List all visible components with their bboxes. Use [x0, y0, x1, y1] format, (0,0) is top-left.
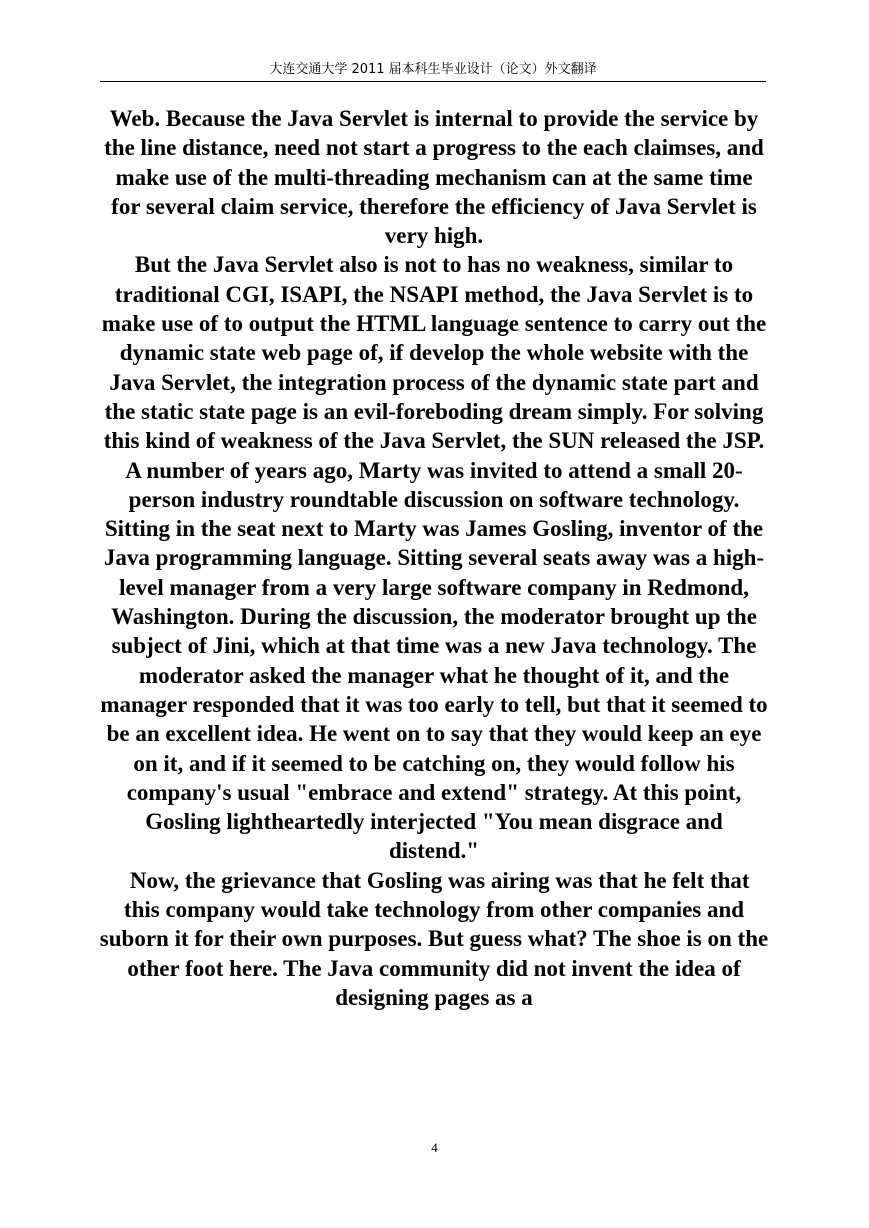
paragraph-roundtable-anecdote: A number of years ago, Marty was invited to attend a small 20-person industry roundtable discussion on software technology. Sitting in the seat next to Marty was James Gosling, inventor of the Java programming language. Sitting several seats away was a high-level manager from a very large software company in Redmond, Washington. During the discussion, the moderator brought up the subject of Jini, which at that time was a new Java technology. The moderator asked the manager what he thought of it, and the manager responded that it was too early to tell, but that it seemed to be an excellent idea. He went on to say that they would keep an eye on it, and if it seemed to be catching on, they would follow his company's usual "embrace and extend" strategy. At this point, Gosling lightheartedly interjected "You mean disgrace and distend." [100, 457, 768, 864]
paragraph-servlet-efficiency: Web. Because the Java Servlet is internal to provide the service by the line distance, need not start a progress to the each claimses, and make use of the multi-threading mechanism can at the same time for several claim service, therefore the efficiency of Java Servlet is very high. [104, 106, 764, 249]
paragraph-servlet-weakness: But the Java Servlet also is not to has no weakness, similar to traditional CGI, ISAPI, the NSAPI method, the Java Servlet is to make use of to output the HTML language sentence to carry out the dynamic state web page of, if develop the whole website with the Java Servlet, the integration process of the dynamic state part and the static state page is an evil-foreboding dream simply. For solving this kind of weakness of the Java Servlet, the SUN released the JSP. [101, 252, 767, 454]
paragraph-gosling-grievance: Now, the grievance that Gosling was airing was that he felt that this company would take technology from other companies and suborn it for their own purposes. But guess what? The shoe is on the other foot here. The Java community did not invent the idea of designing pages as a [99, 867, 774, 1010]
header-rule [100, 81, 766, 82]
body-text [98, 104, 774, 1012]
page-number: 4 [431, 1140, 438, 1155]
page-header: 大连交通大学 2011 届本科生毕业设计（论文）外文翻译 [269, 62, 597, 77]
